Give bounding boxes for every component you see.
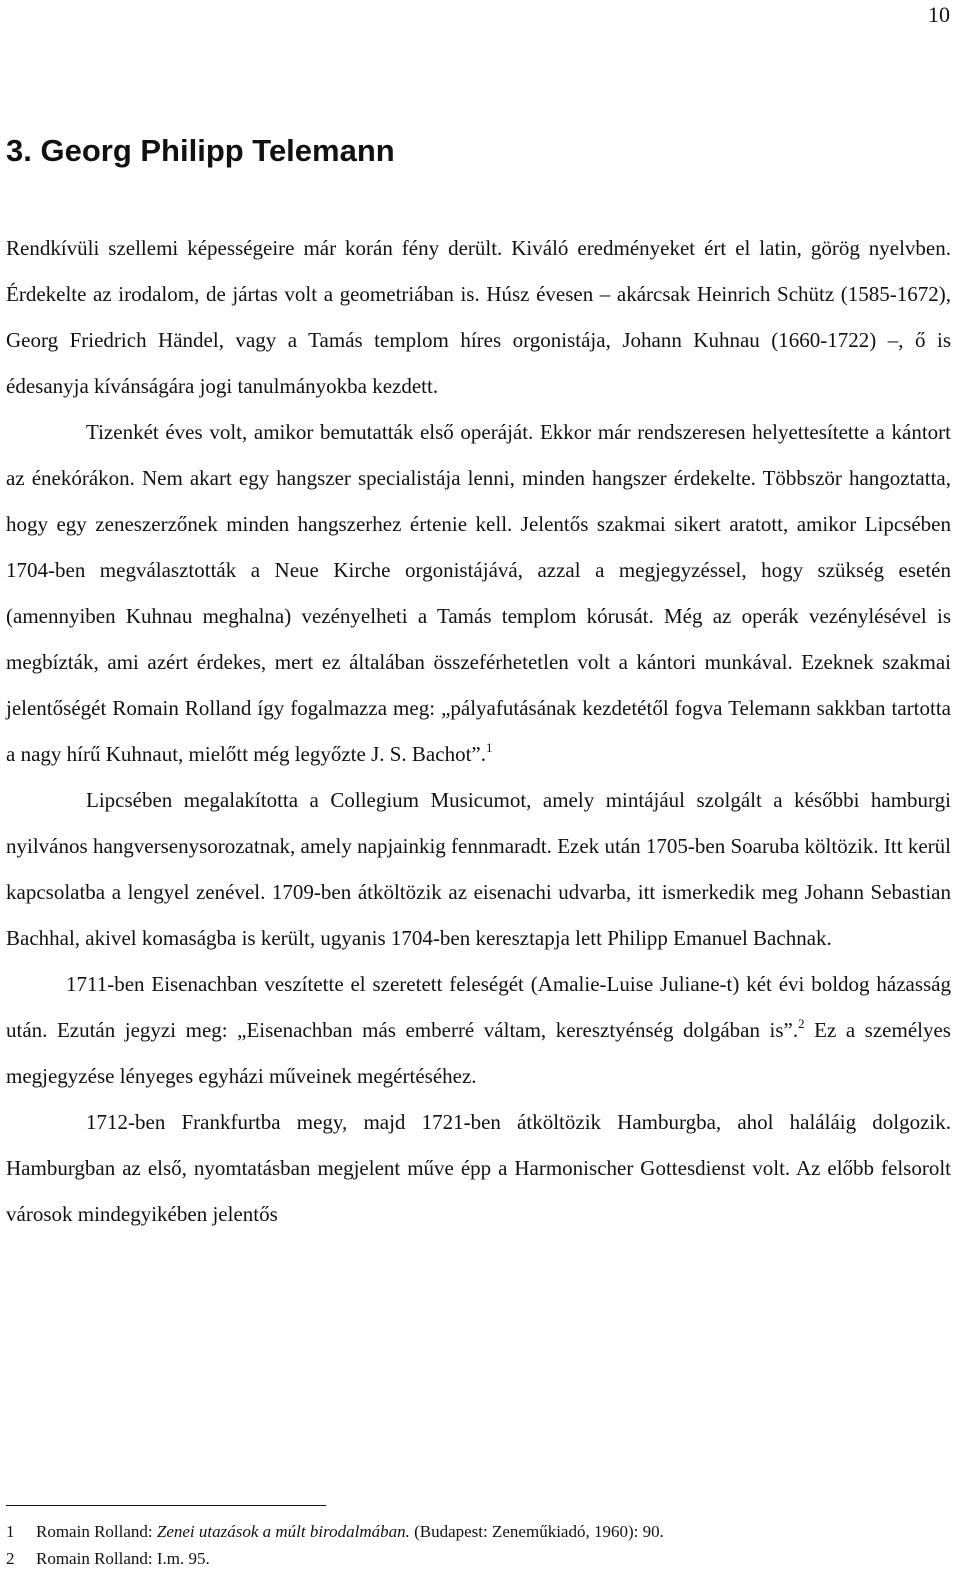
footnote-number: 1 bbox=[6, 1522, 15, 1541]
paragraph-text: Lipcsében megalakította a Collegium Musicumot, amely mintájául szolgált a későbbi hamburgi nyilvános hangversenysorozatnak, amely napjainkig fennmaradt. Ezek után 1705-ben Soaruba költözik. Itt kerül kapcsolatba a lengyel zenével. 1709-ben átköltözik az eisenachi udvarba, itt ismerkedik meg Johann Sebastian Bachhal, akivel komaságba is került, ugyanis 1704-ben keresztapja lett Philipp Emanuel Bachnak. bbox=[6, 788, 951, 950]
page-number: 10 bbox=[928, 2, 950, 27]
paragraph-eisenach bbox=[6, 961, 951, 1099]
body-text bbox=[6, 225, 951, 1237]
footnote-title: Zenei utazások a múlt birodalmában. bbox=[156, 1522, 410, 1541]
paragraph-collegium-musicum bbox=[6, 777, 951, 961]
footnote-details: (Budapest: Zeneműkiadó, 1960): 90. bbox=[409, 1522, 664, 1541]
paragraph-hamburg bbox=[6, 1099, 951, 1237]
paragraph-text: Ez a személyes megjegyzése lényeges egyházi műveinek megértéséhez. bbox=[6, 1018, 951, 1088]
footnote-ref[interactable]: 2 bbox=[798, 1016, 805, 1031]
footnote-ref[interactable]: 1 bbox=[485, 740, 493, 755]
footnote-2 bbox=[6, 1545, 951, 1572]
footnote-divider bbox=[6, 1505, 326, 1506]
paragraph-text: Tizenkét éves volt, amikor bemutatták első operáját. Ekkor már rendszeresen helyettesítette a kántort az énekórákon. Nem akart egy hangszer specialistája lenni, minden hangszer érdekelte. Többször hangoztatta, hogy egy zeneszerzőnek minden hangszerhez értenie kell. Jelentős szakmai sikert aratott, amikor Lipcsében 1704-ben megválasztották a Neue Kirche orgonistájává, azzal a megjegyzéssel, hogy szükség esetén (amennyiben Kuhnau meghalna) vezényelheti a Tamás templom kórusát. Még az operák vezénylésével is megbízták, ami azért érdekes, mert ez általában összeférhetetlen volt a kántori munkával. Ezeknek szakmai jelentőségét Romain Rolland így fogalmazza meg: „pályafutásának kezdetétől fogva Telemann sakkban tartotta a nagy hírű Kuhnaut, mielőtt még legyőzte J. S. Bachot”. bbox=[6, 420, 951, 766]
paragraph-text: 1712-ben Frankfurtba megy, majd 1721-ben átköltözik Hamburgba, ahol haláláig dolgozik. Hamburgban az első, nyomtatásban megjelent műve épp a Harmonischer Gottesdienst volt. Az előbb felsorolt városok mindegyikében jelentős bbox=[6, 1110, 951, 1226]
footnote-number: 2 bbox=[6, 1549, 15, 1568]
footnote-author: Romain Rolland: bbox=[36, 1522, 157, 1541]
paragraph-intro bbox=[6, 225, 951, 409]
paragraph-text: 1711-ben Eisenachban veszítette el szeretett feleségét (Amalie-Luise Juliane-t) két évi boldog házasság után. Ezután jegyzi meg: „Eisenachban más emberré váltam, keresztyénség dolgában is”. bbox=[6, 972, 951, 1042]
chapter-title: 3. Georg Philipp Telemann bbox=[6, 133, 395, 168]
footnote-1 bbox=[6, 1518, 951, 1545]
paragraph-text: Rendkívüli szellemi képességeire már korán fény derült. Kiváló eredményeket ért el latin, görög nyelvben. Érdekelte az irodalom, de jártas volt a geometriában is. Húsz évesen – akárcsak Heinrich Schütz (1585-1672), Georg Friedrich Händel, vagy a Tamás templom híres orgonistája, Johann Kuhnau (1660-1722) –, ő is édesanyja kívánságára jogi tanulmányokba kezdett. bbox=[6, 236, 951, 398]
footnotes bbox=[6, 1518, 951, 1572]
paragraph-early-career bbox=[6, 409, 951, 777]
footnote-text: Romain Rolland: I.m. 95. bbox=[36, 1549, 210, 1568]
